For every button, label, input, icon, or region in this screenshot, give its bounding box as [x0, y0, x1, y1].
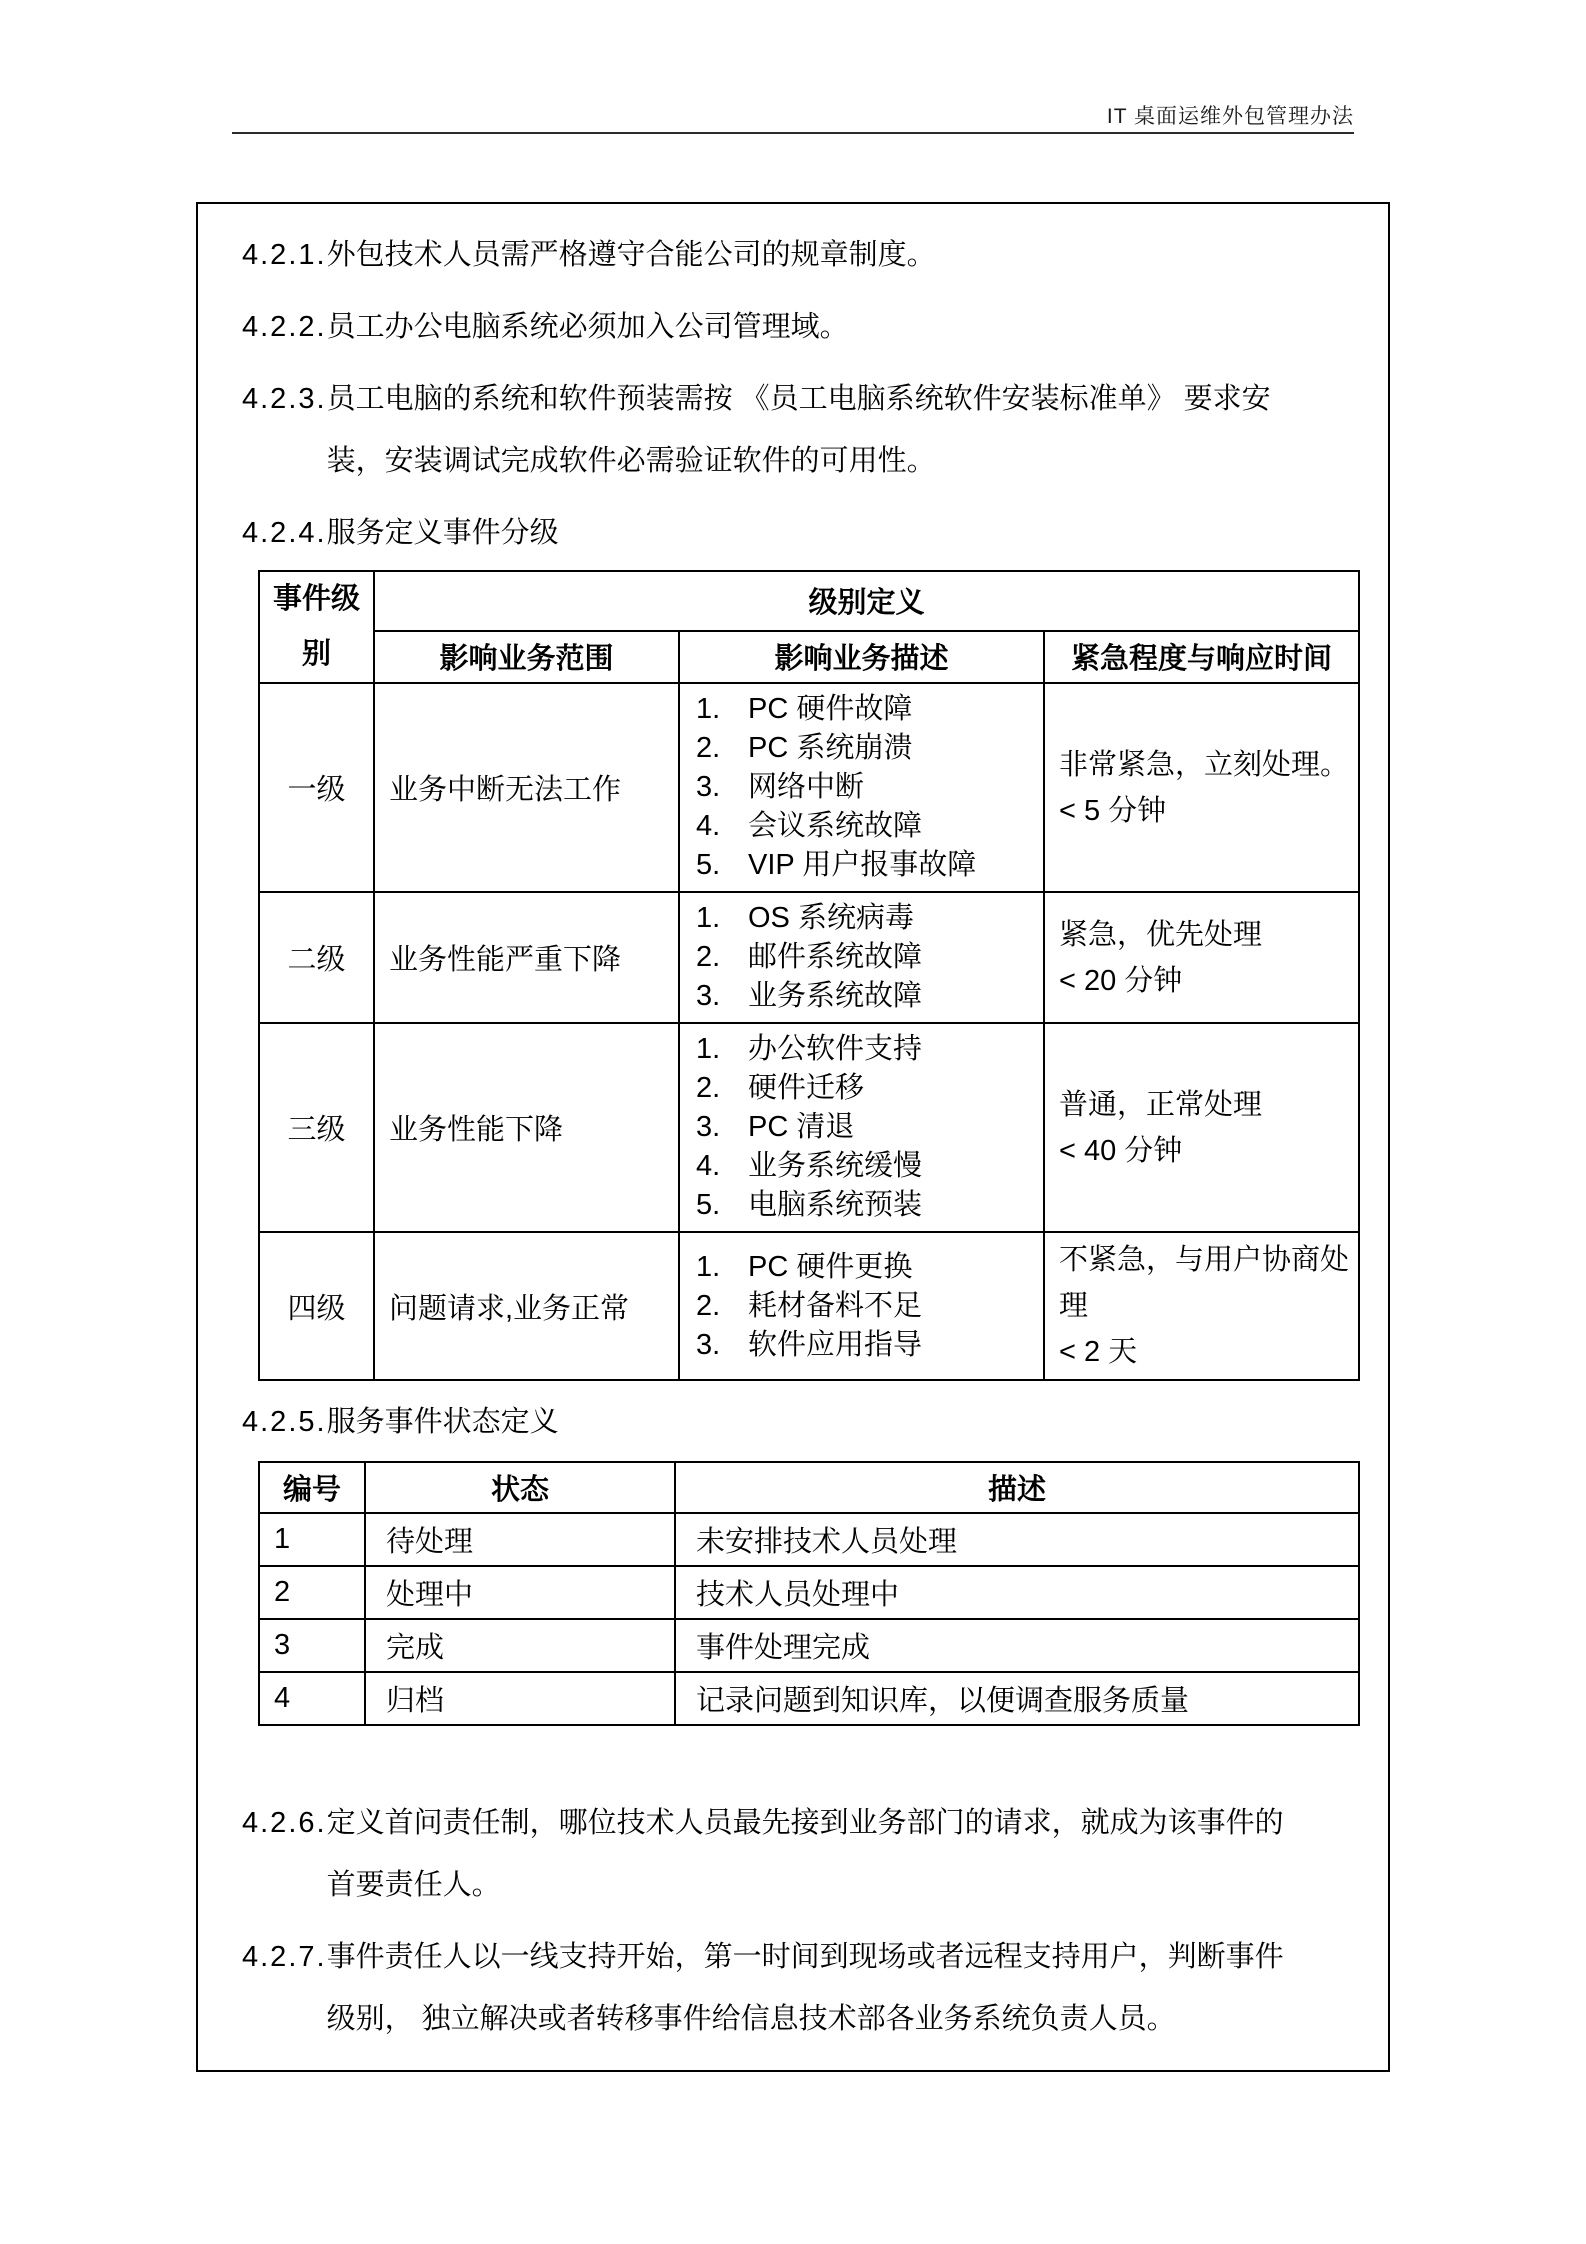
clause-4-2-1 [242, 224, 1358, 286]
desc-list-text: PC 硬件故障 [748, 693, 913, 725]
header-no: 编号 [259, 1462, 365, 1513]
clause-number: 4.2.4. [242, 517, 327, 549]
desc-list-text: 电脑系统预装 [748, 1189, 923, 1221]
clause-text: 定义首问责任制，哪位技术人员最先接到业务部门的请求，就成为该事件的首要责任人。 [326, 1807, 1284, 1901]
status-row [259, 1672, 1359, 1725]
desc-list-text: PC 硬件更换 [748, 1250, 913, 1283]
desc-list-item [696, 729, 1039, 768]
desc-list-number: 1. [696, 1250, 721, 1283]
desc-list-text: 硬件迁移 [748, 1072, 865, 1104]
clause-4-2-6 [242, 1792, 1358, 1916]
no-cell: 2 [259, 1566, 365, 1619]
clause-number: 4.2.6. [242, 1807, 327, 1839]
header-event-level: 事件级别 [259, 571, 374, 683]
severity-row [259, 1232, 1359, 1380]
level-cell: 四级 [259, 1232, 374, 1380]
no-cell: 4 [259, 1672, 365, 1725]
desc-list-text: PC 清退 [748, 1111, 855, 1143]
urgency-cell [1044, 683, 1359, 892]
desc-list-number: 3. [696, 980, 721, 1012]
level-cell: 一级 [259, 683, 374, 892]
clause-4-2-2 [242, 296, 1358, 358]
scope-cell: 业务性能严重下降 [374, 892, 679, 1023]
desc-list-item [696, 899, 1039, 938]
desc-list-item [696, 768, 1039, 807]
desc-list-number: 5. [696, 1189, 721, 1221]
status-cell: 完成 [365, 1619, 675, 1672]
clause-number: 4.2.7. [242, 1941, 327, 1973]
status-cell: 处理中 [365, 1566, 675, 1619]
header-title: IT 桌面运维外包管理办法 [1106, 105, 1354, 128]
urgency-line: 非常紧急，立刻处理。 [1059, 748, 1350, 781]
desc-cell [679, 1023, 1044, 1232]
status-table-head [259, 1462, 1359, 1513]
desc-list-number: 2. [696, 732, 721, 764]
status-desc-cell: 未安排技术人员处理 [675, 1513, 1359, 1566]
desc-list-item [696, 1069, 1039, 1108]
desc-cell [679, 892, 1044, 1023]
status-table-body [259, 1513, 1359, 1725]
desc-list-item [696, 938, 1039, 977]
desc-cell [679, 1232, 1044, 1380]
urgency-cell [1044, 1023, 1359, 1232]
urgency-line: < 5 分钟 [1059, 794, 1167, 827]
urgency-line: < 40 分钟 [1059, 1134, 1183, 1167]
header-description: 描述 [675, 1462, 1359, 1513]
desc-list-number: 3. [696, 1328, 721, 1361]
status-cell: 待处理 [365, 1513, 675, 1566]
status-desc-cell: 技术人员处理中 [675, 1566, 1359, 1619]
desc-list-number: 1. [696, 1033, 721, 1065]
clause-text: 事件责任人以一线支持开始，第一时间到现场或者远程支持用户，判断事件级别， 独立解决或者转移事件给信息技术部各业务系统负责人员。 [326, 1941, 1284, 2035]
desc-list-text: 网络中断 [748, 771, 865, 803]
clause-4-2-7 [242, 1926, 1358, 2050]
clause-number: 4.2.2. [242, 311, 327, 343]
severity-row [259, 1023, 1359, 1232]
severity-table-head [259, 571, 1359, 683]
urgency-line: < 20 分钟 [1059, 964, 1183, 997]
no-cell: 1 [259, 1513, 365, 1566]
clause-text: 员工办公电脑系统必须加入公司管理域。 [326, 311, 849, 343]
clause-text: 员工电脑的系统和软件预装需按 《员工电脑系统软件安装标准单》 要求安装，安装调试完成软件必需验证软件的可用性。 [326, 383, 1271, 477]
header-level-definition: 级别定义 [374, 571, 1359, 631]
desc-list-number: 4. [696, 810, 721, 842]
desc-list-text: 邮件系统故障 [748, 941, 923, 973]
scope-cell: 问题请求,业务正常 [374, 1232, 679, 1380]
desc-list-number: 1. [696, 693, 721, 725]
desc-list-text: PC 系统崩溃 [748, 732, 913, 764]
clause-text: 服务定义事件分级 [326, 517, 559, 549]
page-header [232, 103, 1354, 134]
urgency-line: 不紧急，与用户协商处理 [1059, 1244, 1350, 1322]
desc-list-item [696, 1186, 1039, 1225]
clause-number: 4.2.1. [242, 239, 327, 271]
desc-list-item [696, 846, 1039, 885]
header-status: 状态 [365, 1462, 675, 1513]
desc-list-text: 业务系统缓慢 [748, 1150, 923, 1182]
desc-list-number: 3. [696, 771, 721, 803]
desc-list-text: OS 系统病毒 [748, 902, 914, 934]
desc-list-text: 耗材备料不足 [748, 1289, 923, 1322]
severity-table-body [259, 683, 1359, 1380]
header-urgency: 紧急程度与响应时间 [1044, 631, 1359, 683]
desc-list-item [696, 1248, 1039, 1287]
clause-number: 4.2.5. [242, 1406, 327, 1438]
desc-list-number: 1. [696, 902, 721, 934]
status-desc-cell: 事件处理完成 [675, 1619, 1359, 1672]
desc-list-text: 会议系统故障 [748, 810, 923, 842]
desc-list-number: 3. [696, 1111, 721, 1143]
clause-number: 4.2.3. [242, 383, 327, 415]
urgency-line: < 2 天 [1059, 1336, 1138, 1368]
desc-list-text: 软件应用指导 [748, 1328, 923, 1361]
desc-cell [679, 683, 1044, 892]
status-header-row [259, 1462, 1359, 1513]
desc-list-item [696, 1326, 1039, 1365]
header-impact-scope: 影响业务范围 [374, 631, 679, 683]
severity-header-row-1 [259, 571, 1359, 631]
desc-list-number: 5. [696, 849, 721, 881]
urgency-cell [1044, 892, 1359, 1023]
status-row [259, 1619, 1359, 1672]
desc-list-text: VIP 用户报事故障 [748, 849, 977, 881]
desc-list-number: 2. [696, 941, 721, 973]
content-frame [196, 202, 1390, 2072]
scope-cell: 业务性能下降 [374, 1023, 679, 1232]
urgency-line: 普通，正常处理 [1059, 1088, 1263, 1121]
status-cell: 归档 [365, 1672, 675, 1725]
clause-text: 外包技术人员需严格遵守合能公司的规章制度。 [326, 239, 936, 271]
desc-list-item [696, 1030, 1039, 1069]
desc-list-item [696, 1147, 1039, 1186]
desc-list-text: 办公软件支持 [748, 1033, 923, 1065]
desc-list-item [696, 807, 1039, 846]
desc-list-item [696, 690, 1039, 729]
clause-4-2-5 [242, 1391, 1358, 1453]
desc-list-number: 2. [696, 1289, 721, 1322]
desc-list-number: 4. [696, 1150, 721, 1182]
desc-list-item [696, 1287, 1039, 1326]
level-cell: 二级 [259, 892, 374, 1023]
header-impact-desc: 影响业务描述 [679, 631, 1044, 683]
severity-row [259, 892, 1359, 1023]
status-row [259, 1513, 1359, 1566]
desc-list-text: 业务系统故障 [748, 980, 923, 1012]
desc-list-item [696, 977, 1039, 1016]
severity-table [258, 570, 1360, 1381]
clause-text: 服务事件状态定义 [326, 1406, 559, 1438]
status-row [259, 1566, 1359, 1619]
severity-row [259, 683, 1359, 892]
status-desc-cell: 记录问题到知识库，以便调查服务质量 [675, 1672, 1359, 1725]
clause-4-2-4 [242, 502, 1358, 564]
urgency-line: 紧急，优先处理 [1059, 918, 1263, 951]
desc-list-item [696, 1108, 1039, 1147]
level-cell: 三级 [259, 1023, 374, 1232]
no-cell: 3 [259, 1619, 365, 1672]
desc-list-number: 2. [696, 1072, 721, 1104]
status-table [258, 1461, 1360, 1726]
clause-4-2-3 [242, 368, 1358, 492]
scope-cell: 业务中断无法工作 [374, 683, 679, 892]
urgency-cell [1044, 1232, 1359, 1380]
severity-header-row-2 [259, 631, 1359, 683]
